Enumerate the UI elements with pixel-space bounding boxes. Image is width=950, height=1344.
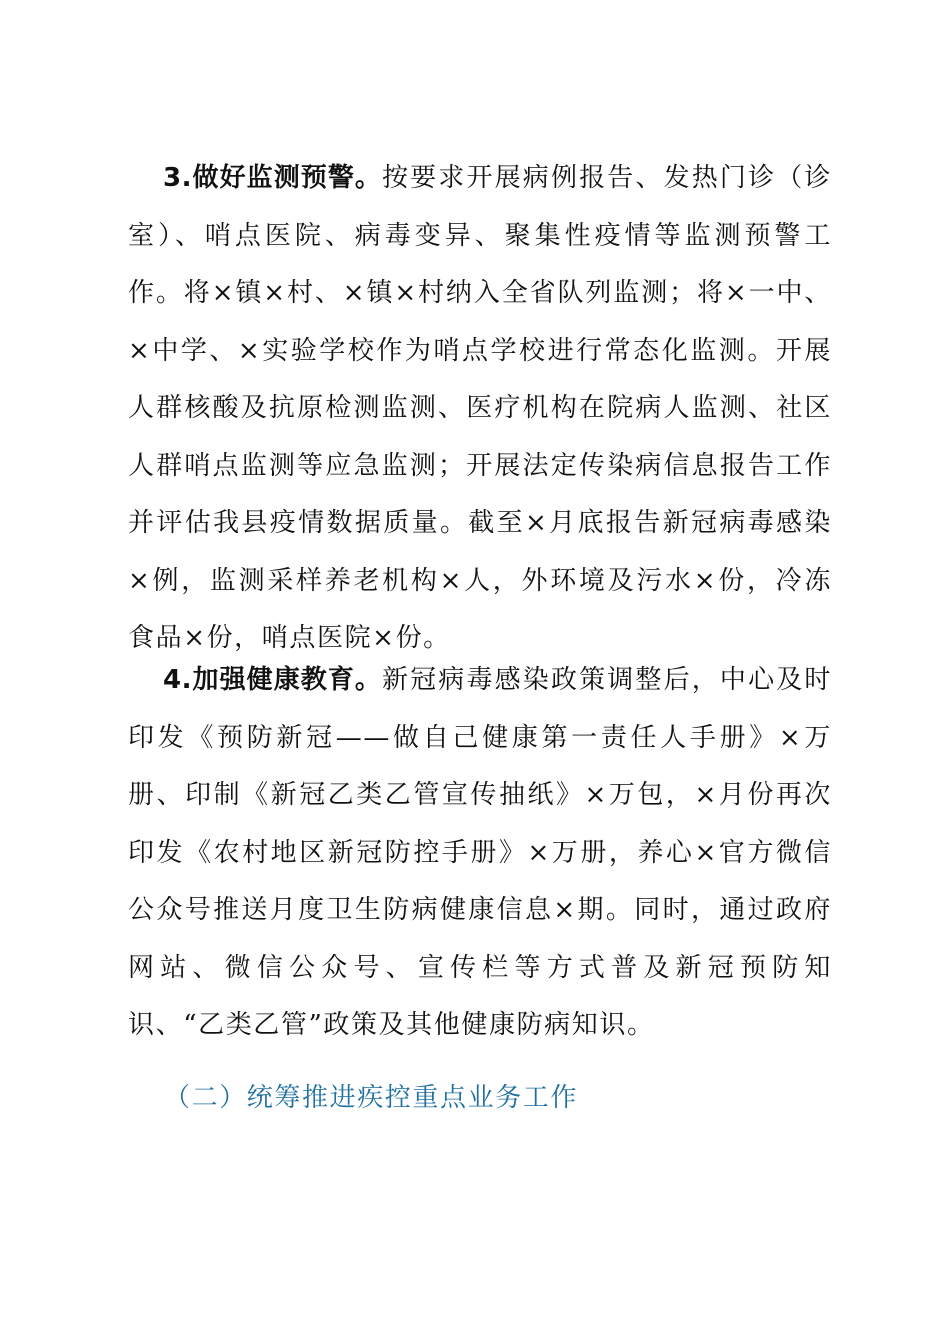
section-heading: （二）统筹推进疾控重点业务工作 xyxy=(164,1083,579,1113)
paragraph-body-text: 按要求开展病例报告、发热门诊（诊室）、哨点医院、病毒变异、聚集性疫情等监测预警工作。将×镇×村、×镇×村纳入全省队列监测；将×一中、×中学、×实验学校作为哨点学校进行常态化监测。开展人群核酸及抗原检测监测、医疗机构在院病人监测、社区人群哨点监测等应急监测；开展法定传染病信息报告工作并评估我县疫情数据质量。截至×月底报告新冠病毒感染×例，监测采样养老机构×人，外环境及污水×份，冷冻食品×份，哨点医院×份。 xyxy=(128,163,832,653)
paragraph-lead-title: 4.加强健康教育。 xyxy=(163,665,382,695)
paragraph-health-education xyxy=(128,652,832,1055)
paragraph-lead-title: 3.做好监测预警。 xyxy=(163,163,382,193)
paragraph-monitoring-warning xyxy=(128,150,832,668)
paragraph-body-text: 新冠病毒感染政策调整后，中心及时印发《预防新冠——做自己健康第一责任人手册》×万册、印制《新冠乙类乙管宣传抽纸》×万包，×月份再次印发《农村地区新冠防控手册》×万册，养心×官方微信公众号推送月度卫生防病健康信息×期。同时，通过政府网站、微信公众号、宣传栏等方式普及新冠预防知识、“乙类乙管”政策及其他健康防病知识。 xyxy=(128,665,832,1040)
